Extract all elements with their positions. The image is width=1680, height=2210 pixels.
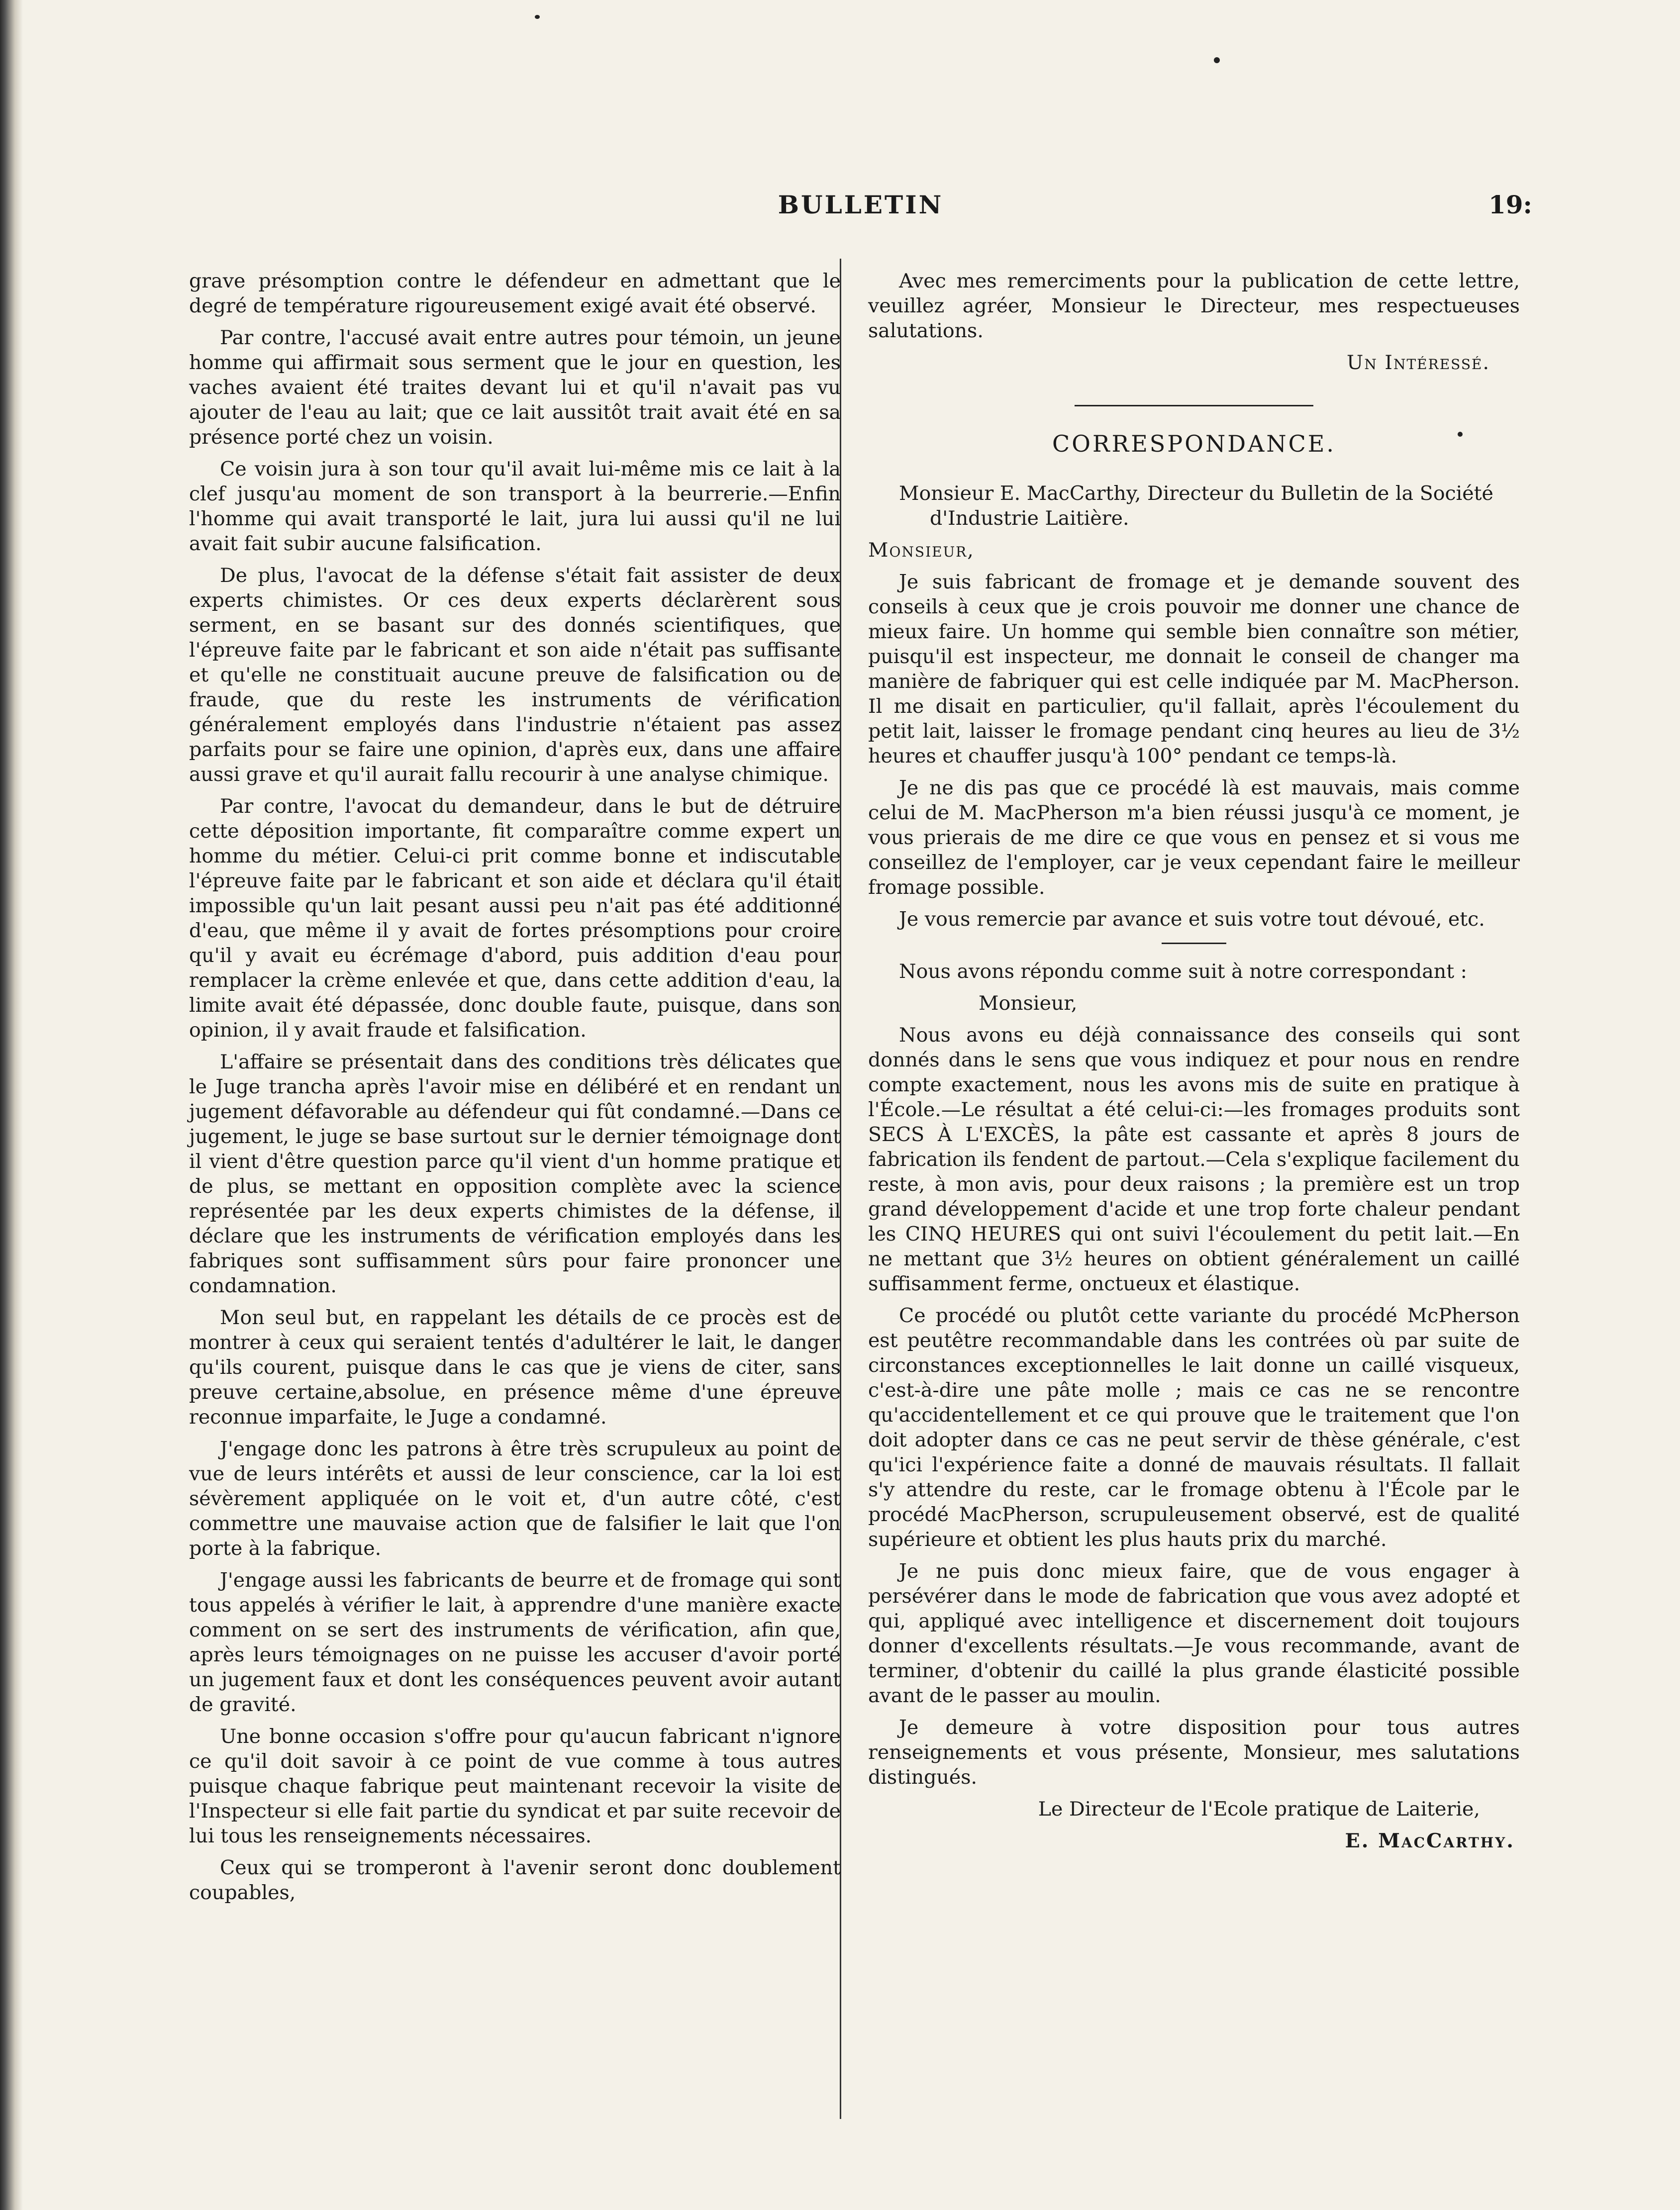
right-column (868, 269, 1520, 1860)
reply-paragraph: Nous avons eu déjà connaissance des conseils qui sont donnés dans le sens que vous indiquez et pour nous en rendre compte exactement, nous les avons mis de suite en pratique à l'École.—Le résultat a été celui-ci:—les fromages produits sont SECS À L'EXCÈS, la pâte est cassante et après 8 jours de fabrication ils fendent de partout.—Cela s'explique facilement du reste, à mon avis, pour deux raisons ; la première est un trop grand développement d'acide et une trop forte chaleur pendant les CINQ HEURES qui ont suivi l'écoulement du petit lait.—En ne mettant que 3½ heures on obtient généralement un caillé suffisamment ferme, onctueux et élastique. (868, 1024, 1520, 1295)
page-header (189, 190, 1532, 225)
letter-paragraph: Je suis fabricant de fromage et je demande souvent des conseils à ceux que je crois pouvoir me donner une chance de mieux faire. Un homme qui semble bien connaître son métier, puisqu'il est inspecteur, me donnait le conseil de changer ma manière de fabriquer qui est celle indiquée par M. MacPherson. Il me disait en particulier, qu'il fallait, après l'écoulement du petit lait, laisser le fromage pendant cinq heures au lieu de 3½ heures et chauffer jusqu'à 100° pendant ce temps-là. (868, 571, 1520, 768)
page-title: BULLETIN (778, 190, 944, 219)
reply-paragraph: Ce procédé ou plutôt cette variante du procédé McPherson est peutêtre recommandable dans les contrées où par suite de circonstances exceptionnelles le lait donne un caillé visqueux, c'est-à-dire une pâte molle ; mais ce cas ne se rencontre qu'accidentellement et ce qui prouve que le traitement que l'on doit adopter dans ce cas ne peut servir de thèse générale, c'est qu'ici l'expérience faite a donné de mauvais résultats. Il fallait s'y attendre du reste, car le fromage obtenu à l'École par le procédé MacPherson, scrupuleusement observé, est de qualité supérieure et obtient les plus hauts prix du marché. (868, 1304, 1520, 1551)
reply-block (868, 959, 1520, 1853)
paragraph: grave présomption contre le défendeur en admettant que le degré de température rigoureusement exigé avait été observé. (189, 270, 841, 317)
addressee-line: Monsieur E. MacCarthy, Directeur du Bulletin de la Société (899, 482, 1493, 505)
paragraph: J'engage donc les patrons à être très scrupuleux au point de vue de leurs intérêts et aussi de leur conscience, car la loi est sévèrement appliquée on le voit et, d'un autre côté, c'est commettre une mauvaise action que de falsifier le lait que l'on porte à la fabrique. (189, 1438, 841, 1560)
left-column (189, 269, 841, 1912)
section-rule (1075, 405, 1313, 406)
closing-title: Le Directeur de l'Ecole pratique de Laiterie, (1038, 1798, 1480, 1821)
letter-addressee (868, 481, 1520, 531)
reply-intro: Nous avons répondu comme suit à notre correspondant : (899, 960, 1467, 983)
closing-signature: E. MacCarthy. (1345, 1829, 1515, 1852)
intro-signature: Un Intéressé. (1347, 351, 1490, 374)
paragraph: J'engage aussi les fabricants de beurre et de fromage qui sont tous appelés à vérifier le lait, à apprendre d'une manière exacte comment on se sert des instruments de vérification, afin que, après leurs témoignages on ne puisse les accuser d'avoir porté un jugement faux et dont les conséquences peuvent avoir autant de gravité. (189, 1569, 841, 1716)
reply-salutation: Monsieur, (979, 992, 1078, 1015)
paragraph: Ce voisin jura à son tour qu'il avait lui-même mis ce lait à la clef jusqu'au moment de son transport à la beurrerie.—Enfin l'homme qui avait transporté le lait, jura lui aussi qu'il ne lui avait fait subir aucune falsification. (189, 458, 841, 555)
scan-edge-shadow (0, 0, 23, 2210)
reply-paragraph: Je demeure à votre disposition pour tous autres renseignements et vous présente, Monsieur, mes salutations distingués. (868, 1716, 1520, 1789)
letter-paragraph: Je ne dis pas que ce procédé là est mauvais, mais comme celui de M. MacPherson m'a bien réussi jusqu'à ce moment, je vous prierais de me dire ce que vous en pensez et si vous me conseillez de l'employer, car je veux cependant faire le meilleur fromage possible. (868, 776, 1520, 899)
section-title: CORRESPONDANCE. (1052, 430, 1336, 457)
paragraph: Par contre, l'avocat du demandeur, dans le but de détruire cette déposition importante, fit comparaître comme expert un homme du métier. Celui-ci prit comme bonne et indiscutable l'épreuve faite par le fabricant et son aide et déclara qu'il était impossible qu'un lait pesant aussi peu n'ait pas été additionné d'eau, que même il y avait de fortes présomptions pour croire qu'il y avait eu écrémage d'abord, puis addition d'eau pour remplacer la crème enlevée et que, dans cette addition d'eau, la limite avait été dépassée, donc double faute, puisque, dans son opinion, il y avait fraude et falsification. (189, 795, 841, 1042)
reply-paragraph: Je ne puis donc mieux faire, que de vous engager à persévérer dans le mode de fabrication que vous avez adopté et qui, appliqué avec intelligence et discernement doit toujours donner d'excellents résultats.—Je vous recommande, avant de terminer, d'obtenir du caillé la plus grande élasticité possible avant de le passer au moulin. (868, 1560, 1520, 1707)
paragraph: Mon seul but, en rappelant les détails de ce procès est de montrer à ceux qui seraient tentés d'adultérer le lait, le danger qu'ils courent, puisque dans le cas que je viens de citer, sans preuve certaine,absolue, en présence même d'une épreuve reconnue imparfaite, le Juge a condamné. (189, 1306, 841, 1429)
letter-salutation: Monsieur, (868, 539, 975, 562)
paragraph: Une bonne occasion s'offre pour qu'aucun fabricant n'ignore ce qu'il doit savoir à ce point de vue comme à tous autres puisque chaque fabrique peut maintenant recevoir la visite de l'Inspecteur si elle fait partie du syndicat et par suite recevoir de lui tous les renseignements nécessaires. (189, 1725, 841, 1847)
addressee-line: d'Industrie Laitière. (930, 507, 1129, 530)
scan-speck (1214, 57, 1220, 63)
paragraph: L'affaire se présentait dans des conditions très délicates que le Juge trancha après l'avoir mise en délibéré et en rendant un jugement défavorable au défendeur qui fût condamné.—Dans ce jugement, le juge se base surtout sur le dernier témoignage dont il vient d'être question parce qu'il vient d'un homme pratique et de plus, se mettant en opposition complète avec la science représentée par les deux experts chimistes de la défense, il déclare que les instruments de vérification employés dans les fabriques sont suffisamment sûrs pour faire prononcer une condamnation. (189, 1051, 841, 1297)
paragraph: De plus, l'avocat de la défense s'était fait assister de deux experts chimistes. Or ces deux experts déclarèrent sous serment, en se basant sur des donnés scientifiques, que l'épreuve faite par le fabricant et son aide n'était pas suffisante et qu'elle ne constituait aucune preuve de falsification ou de fraude, que du reste les instruments de vérification généralement employés dans l'industrie n'étaient pas assez parfaits pour se faire une opinion, d'après eux, dans une affaire aussi grave et qu'il aurait fallu recourir à une analyse chimique. (189, 564, 841, 786)
letter-paragraph: Je vous remercie par avance et suis votre tout dévoué, etc. (899, 908, 1485, 931)
separator-rule (1162, 943, 1226, 944)
intro-paragraph: Avec mes remerciments pour la publication de cette lettre, veuillez agréer, Monsieur le Directeur, mes respectueuses salutations. (868, 270, 1520, 342)
scan-speck (535, 15, 540, 19)
paragraph: Ceux qui se tromperont à l'avenir seront donc doublement coupables, (189, 1856, 841, 1904)
paragraph: Par contre, l'accusé avait entre autres pour témoin, un jeune homme qui affirmait sous serment que le jour en question, les vaches avaient été traites devant lui et qu'il n'avait pas vu ajouter de l'eau au lait; que ce lait aussitôt trait avait été en sa présence porté chez un voisin. (189, 326, 841, 449)
page-number: 19: (1488, 190, 1532, 219)
